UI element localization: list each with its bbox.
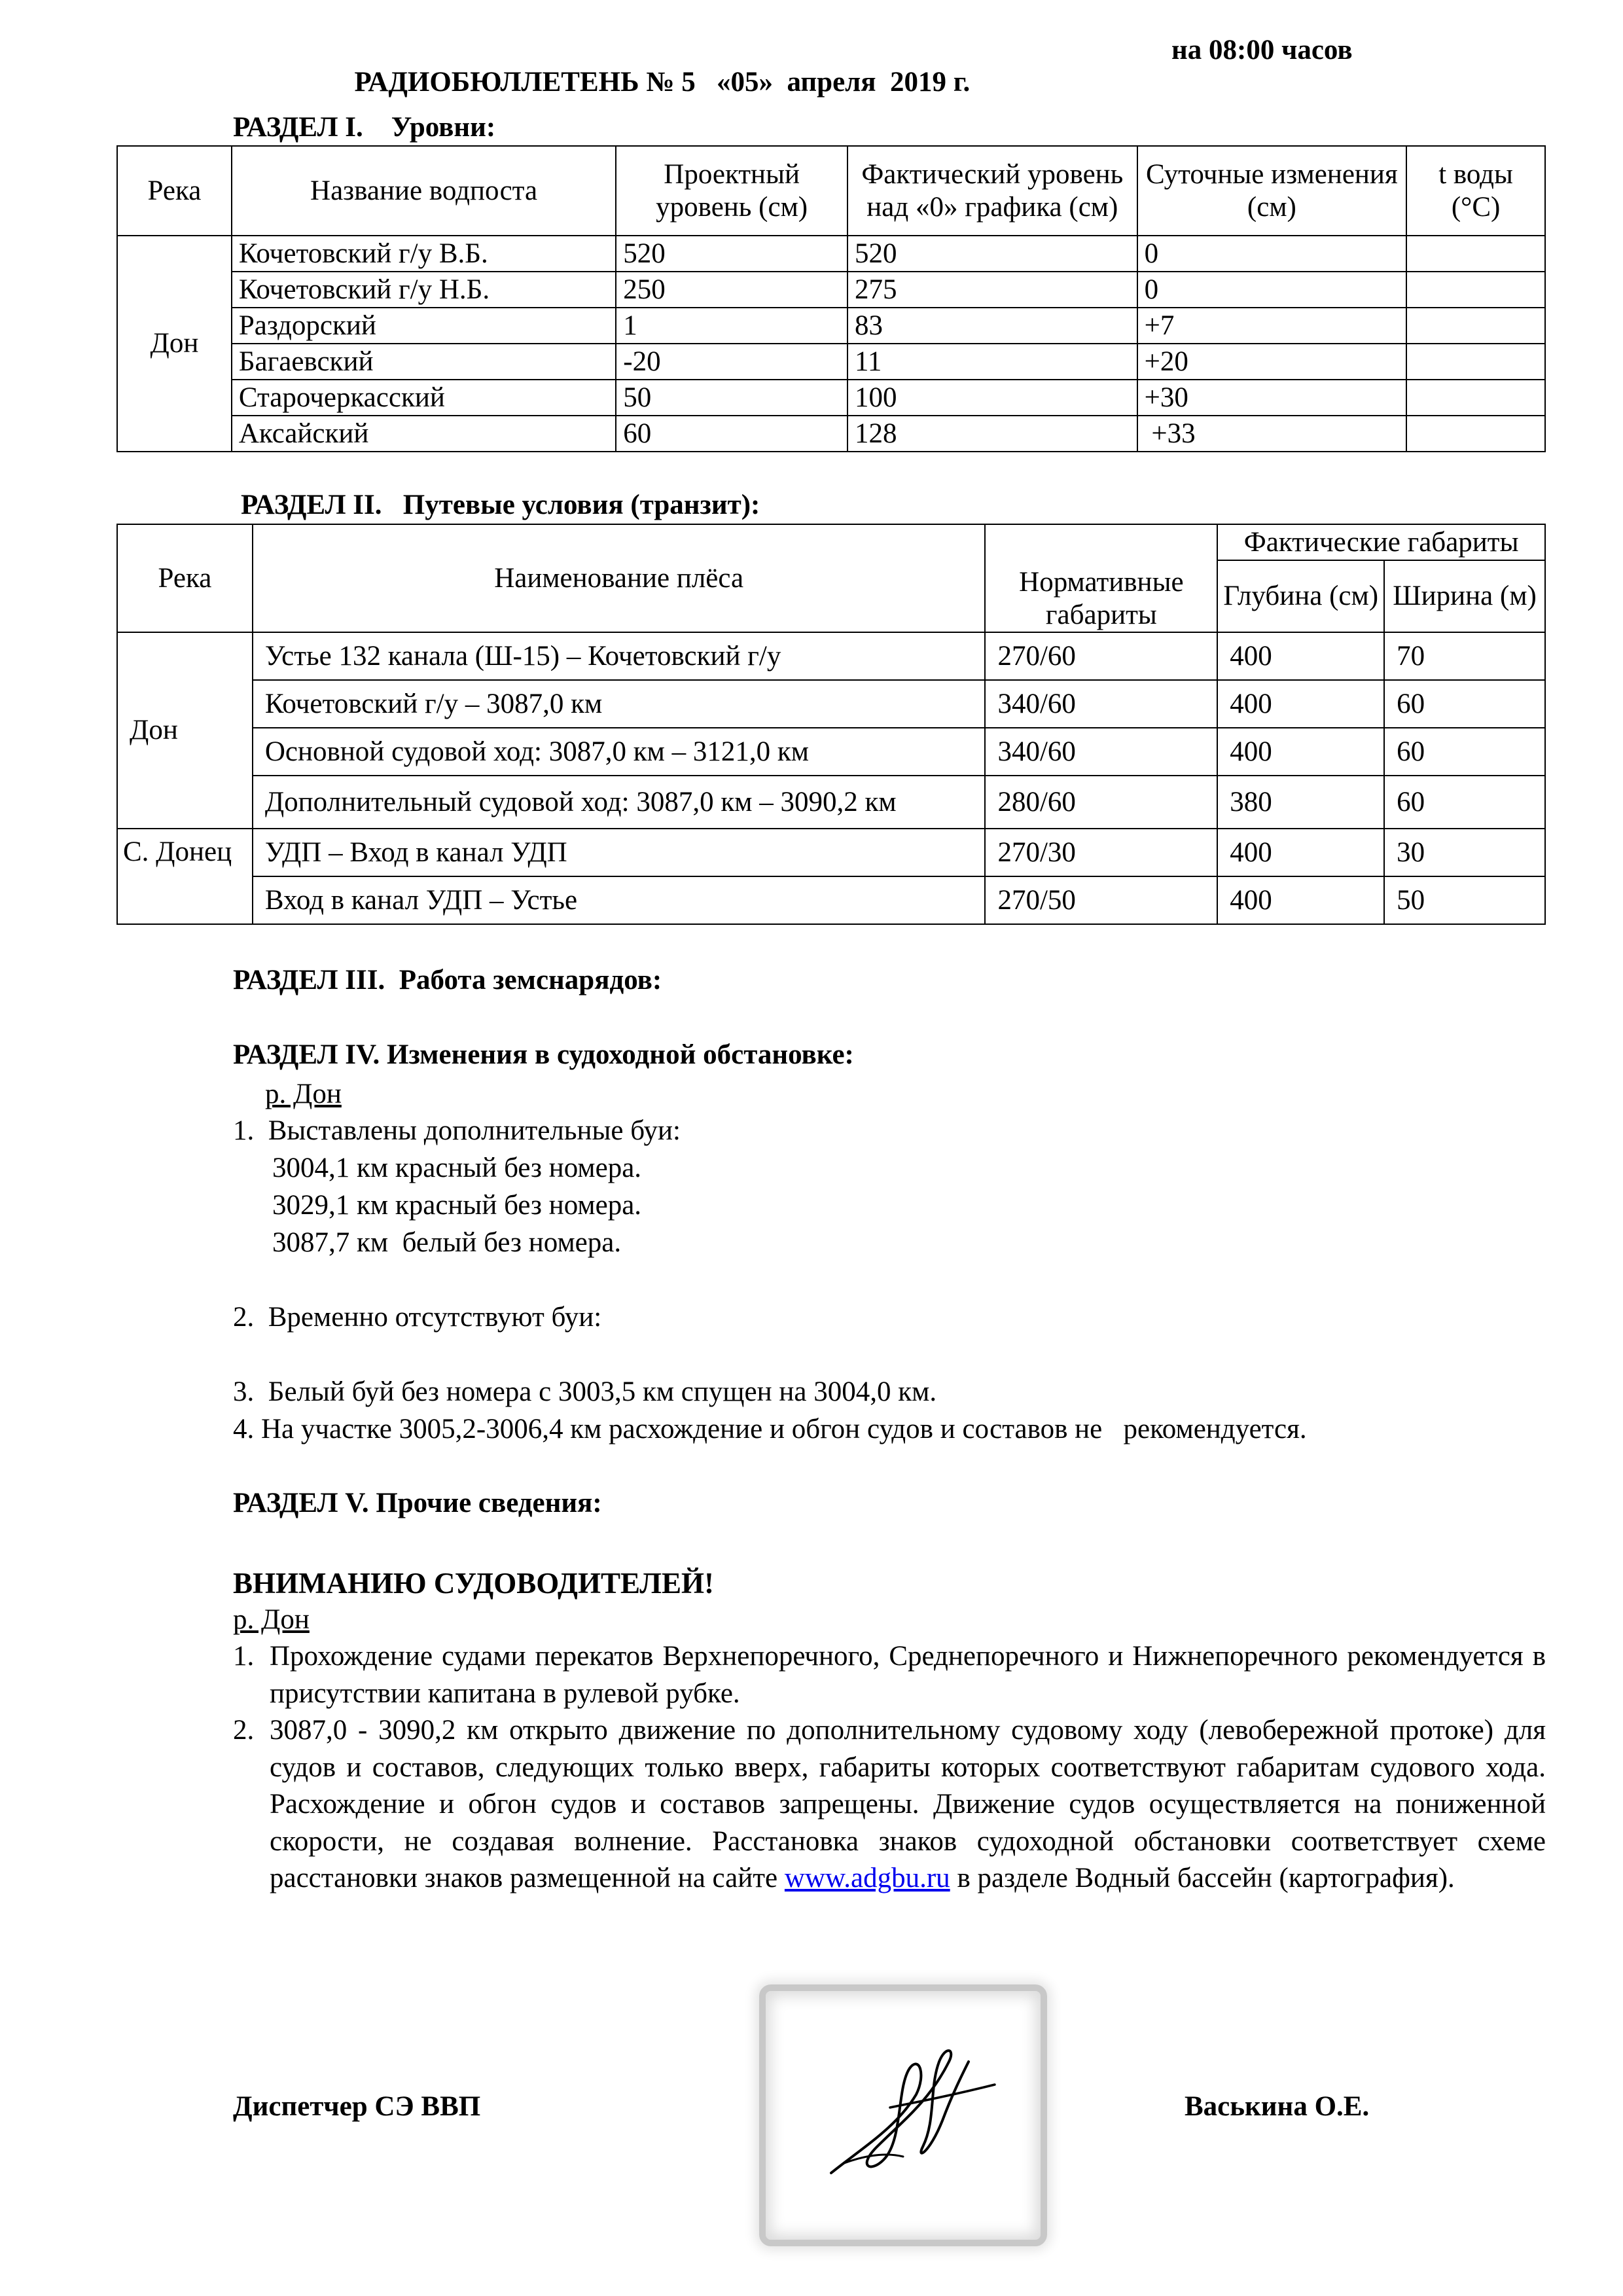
col-daily-change: Суточные изменения (см) bbox=[1137, 146, 1407, 236]
post-name: Аксайский bbox=[232, 416, 616, 452]
water-temp bbox=[1406, 380, 1545, 416]
section-4-item-3: 3. Белый буй без номера с 3003,5 км спущен на 3004,0 км. bbox=[233, 1376, 937, 1407]
notice-number: 2. bbox=[233, 1715, 255, 1746]
col-post-name: Название водпоста bbox=[232, 146, 616, 236]
width: 70 bbox=[1384, 632, 1545, 680]
section-4-item-1: 1. Выставлены дополнительные буи: bbox=[233, 1115, 681, 1146]
width: 60 bbox=[1384, 776, 1545, 829]
post-name: Старочеркасский bbox=[232, 380, 616, 416]
notice-text-part: 3087,0 - 3090,2 км открыто движение по дополнительному судовому ходу (левобережной протоке) для судов и составов, следующих только вверх, габариты которых соответствуют габаритам судового хода. Расхождение и обгон судов и составов запрещены. Движение судов осуществляется на пониженной скорости, не создавая волнение. Расстановка знаков судоходной обстановки соответствует схеме расстановки знаков размещенной на сайте bbox=[270, 1715, 1546, 1893]
levels-header-row bbox=[117, 146, 1545, 236]
river-cell: С. Донец bbox=[117, 829, 253, 924]
section-3-title: РАЗДЕЛ III. Работа земснарядов: bbox=[233, 965, 662, 996]
depth: 400 bbox=[1217, 829, 1384, 876]
normative: 270/60 bbox=[985, 632, 1217, 680]
depth: 400 bbox=[1217, 728, 1384, 776]
table-row bbox=[117, 632, 1545, 680]
reach-name: Кочетовский г/у – 3087,0 км bbox=[253, 680, 986, 728]
water-temp bbox=[1406, 344, 1545, 380]
bulletin-title: РАДИОБЮЛЛЕТЕНЬ № 5 «05» апреля 2019 г. bbox=[354, 67, 971, 98]
section-5-river: р. Дон bbox=[233, 1604, 310, 1635]
normative: 280/60 bbox=[985, 776, 1217, 829]
normative: 270/50 bbox=[985, 876, 1217, 924]
width: 30 bbox=[1384, 829, 1545, 876]
depth: 400 bbox=[1217, 632, 1384, 680]
post-name: Кочетовский г/у В.Б. bbox=[232, 236, 616, 272]
depth: 380 bbox=[1217, 776, 1384, 829]
buoy-line: 3087,7 км белый без номера. bbox=[272, 1227, 622, 1258]
width: 50 bbox=[1384, 876, 1545, 924]
table-row bbox=[117, 308, 1545, 344]
bulletin-time: на 08:00 часов bbox=[1171, 35, 1353, 65]
daily-change: +7 bbox=[1137, 308, 1407, 344]
table-row bbox=[117, 829, 1545, 876]
table-row bbox=[117, 380, 1545, 416]
reach-name: Основной судовой ход: 3087,0 км – 3121,0 км bbox=[253, 728, 986, 776]
river-cell: Дон bbox=[117, 632, 253, 829]
col-reach-name: Наименование плёса bbox=[253, 524, 986, 632]
post-name: Кочетовский г/у Н.Б. bbox=[232, 272, 616, 308]
table-row bbox=[117, 416, 1545, 452]
reach-name: Вход в канал УДП – Устье bbox=[253, 876, 986, 924]
col-river: Река bbox=[117, 524, 253, 632]
post-name: Раздорский bbox=[232, 308, 616, 344]
transit-header-row-1 bbox=[117, 524, 1545, 560]
col-river: Река bbox=[117, 146, 232, 236]
water-temp bbox=[1406, 272, 1545, 308]
section-4-title: РАЗДЕЛ IV. Изменения в судоходной обстановке: bbox=[233, 1039, 854, 1070]
normative: 270/30 bbox=[985, 829, 1217, 876]
table-row bbox=[117, 876, 1545, 924]
notice-paragraph-1 bbox=[233, 1638, 1546, 1712]
section-4-item-2: 2. Временно отсутствуют буи: bbox=[233, 1302, 602, 1333]
daily-change: +33 bbox=[1137, 416, 1407, 452]
col-depth: Глубина (см) bbox=[1217, 560, 1384, 632]
section-4-river: р. Дон bbox=[265, 1079, 342, 1109]
width: 60 bbox=[1384, 680, 1545, 728]
depth: 400 bbox=[1217, 876, 1384, 924]
actual-level: 128 bbox=[847, 416, 1137, 452]
reach-name: Дополнительный судовой ход: 3087,0 км – 3090,2 км bbox=[253, 776, 986, 829]
attention-heading: ВНИМАНИЮ СУДОВОДИТЕЛЕЙ! bbox=[233, 1567, 714, 1600]
notice-number: 1. bbox=[233, 1641, 255, 1672]
design-level: 50 bbox=[616, 380, 847, 416]
signature-image bbox=[805, 2022, 1001, 2193]
section-4-item-4: 4. На участке 3005,2-3006,4 км расхождение и обгон судов и составов не рекомендуется. bbox=[233, 1414, 1307, 1444]
actual-level: 83 bbox=[847, 308, 1137, 344]
design-level: 520 bbox=[616, 236, 847, 272]
dispatcher-name: Васькина О.Е. bbox=[1185, 2091, 1370, 2122]
design-level: 1 bbox=[616, 308, 847, 344]
design-level: -20 bbox=[616, 344, 847, 380]
daily-change: +20 bbox=[1137, 344, 1407, 380]
daily-change: 0 bbox=[1137, 236, 1407, 272]
depth: 400 bbox=[1217, 680, 1384, 728]
post-name: Багаевский bbox=[232, 344, 616, 380]
table-row bbox=[117, 728, 1545, 776]
actual-level: 275 bbox=[847, 272, 1137, 308]
table-row bbox=[117, 236, 1545, 272]
buoy-line: 3029,1 км красный без номера. bbox=[272, 1190, 642, 1221]
actual-level: 100 bbox=[847, 380, 1137, 416]
table-row bbox=[117, 680, 1545, 728]
section-2-title: РАЗДЕЛ II. Путевые условия (транзит): bbox=[241, 490, 760, 520]
col-normative: Нормативные габариты bbox=[985, 524, 1217, 632]
col-design-level: Проектный уровень (см) bbox=[616, 146, 847, 236]
dispatcher-position: Диспетчер СЭ ВВП bbox=[233, 2091, 481, 2122]
daily-change: +30 bbox=[1137, 380, 1407, 416]
design-level: 60 bbox=[616, 416, 847, 452]
water-temp bbox=[1406, 416, 1545, 452]
levels-table bbox=[116, 145, 1546, 452]
notice-text-part: в разделе Водный бассейн (картография). bbox=[950, 1863, 1455, 1893]
notice-paragraph-2 bbox=[233, 1712, 1546, 1897]
reach-name: Устье 132 канала (Ш-15) – Кочетовский г/у bbox=[253, 632, 986, 680]
col-width: Ширина (м) bbox=[1384, 560, 1545, 632]
water-temp bbox=[1406, 308, 1545, 344]
river-cell: Дон bbox=[117, 236, 232, 452]
col-actual-level: Фактический уровень над «0» графика (см) bbox=[847, 146, 1137, 236]
design-level: 250 bbox=[616, 272, 847, 308]
table-row bbox=[117, 776, 1545, 829]
notice-text bbox=[270, 1712, 1546, 1897]
notice-text: Прохождение судами перекатов Верхнепоречного, Среднепоречного и Нижнепоречного рекомендуется в присутствии капитана в рулевой рубке. bbox=[270, 1641, 1546, 1709]
table-row bbox=[117, 344, 1545, 380]
normative: 340/60 bbox=[985, 680, 1217, 728]
water-temp bbox=[1406, 236, 1545, 272]
website-link[interactable]: www.adgbu.ru bbox=[784, 1863, 950, 1893]
reach-name: УДП – Вход в канал УДП bbox=[253, 829, 986, 876]
col-water-temp: t воды (°С) bbox=[1406, 146, 1545, 236]
normative: 340/60 bbox=[985, 728, 1217, 776]
col-actual-group: Фактические габариты bbox=[1217, 524, 1545, 560]
table-row bbox=[117, 272, 1545, 308]
width: 60 bbox=[1384, 728, 1545, 776]
buoy-line: 3004,1 км красный без номера. bbox=[272, 1153, 642, 1183]
actual-level: 11 bbox=[847, 344, 1137, 380]
transit-table bbox=[116, 524, 1546, 925]
section-1-title: РАЗДЕЛ I. Уровни: bbox=[233, 112, 496, 143]
section-5-title: РАЗДЕЛ V. Прочие сведения: bbox=[233, 1488, 602, 1518]
actual-level: 520 bbox=[847, 236, 1137, 272]
daily-change: 0 bbox=[1137, 272, 1407, 308]
